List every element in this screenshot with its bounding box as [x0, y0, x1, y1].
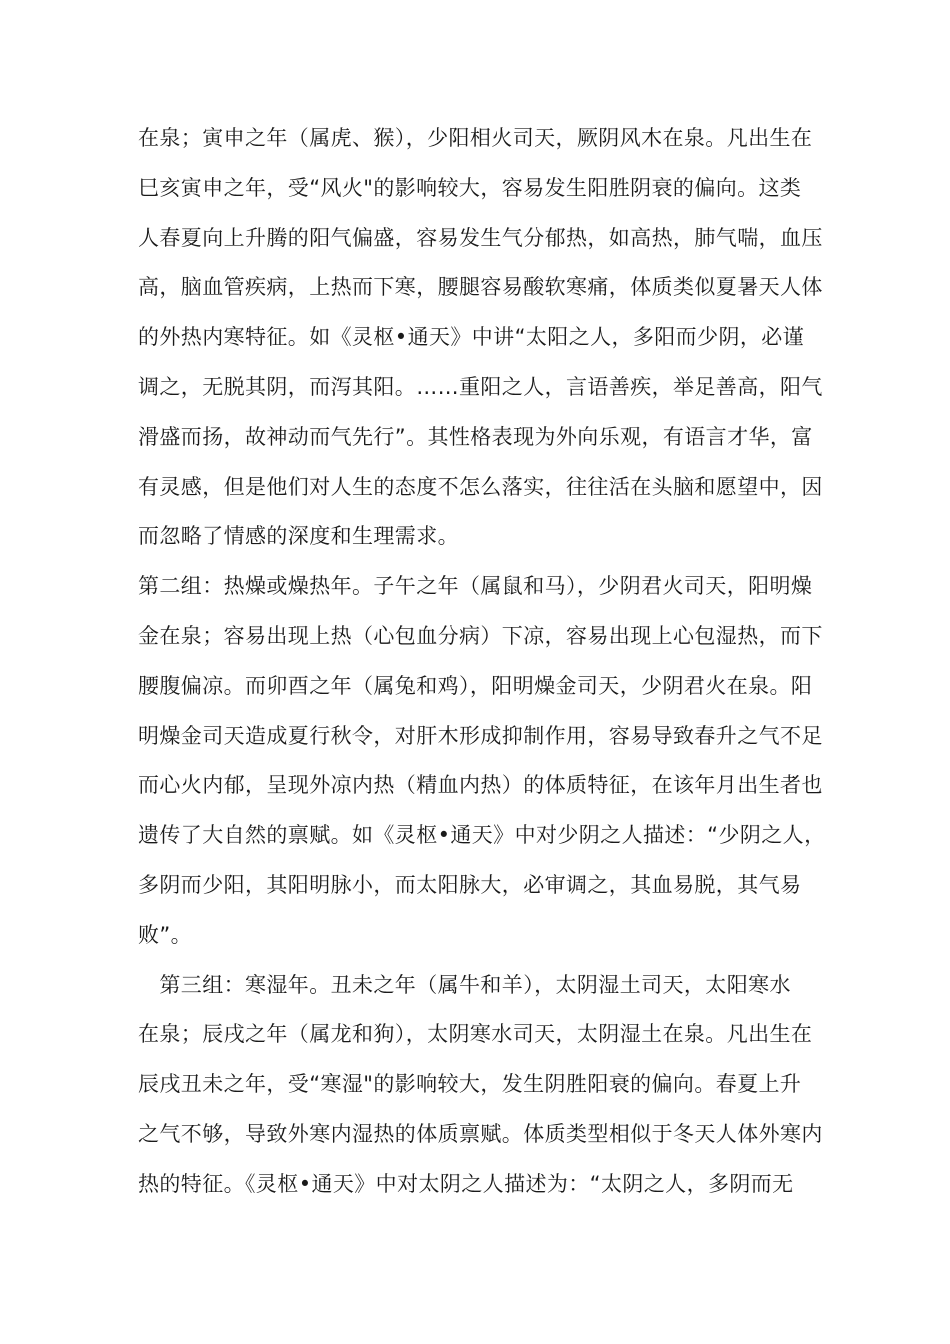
text-line: 第三组：寒湿年。丑未之年（属牛和羊），太阴湿土司天，太阳寒水 — [138, 972, 791, 997]
text-line: 人春夏向上升腾的阳气偏盛，容易发生气分郁热，如高热，肺气喘，血压 — [138, 225, 823, 250]
text-line: 热的特征。《灵枢•通天》中对太阴之人描述为：“太阴之人，多阴而无 — [138, 1171, 794, 1196]
text-line: 有灵感，但是他们对人生的态度不怎么落实，往往活在头脑和愿望中，因 — [138, 474, 823, 499]
text-line: 在泉；寅申之年（属虎、猴），少阳相火司天，厥阴风木在泉。凡出生在 — [138, 126, 813, 150]
body-text — [138, 114, 828, 1210]
text-line: 之气不够，导致外寒内湿热的体质禀赋。体质类型相似于冬天人体外寒内 — [138, 1121, 823, 1146]
text-line: 明燥金司天造成夏行秋令，对肝木形成抑制作用，容易导致春升之气不足 — [138, 723, 823, 748]
text-line: 滑盛而扬，故神动而气先行”。其性格表现为外向乐观，有语言才华，富 — [138, 424, 813, 449]
text-line: 第二组：热燥或燥热年。子午之年（属鼠和马），少阴君火司天，阳明燥 — [138, 574, 813, 599]
text-line: 在泉；辰戌之年（属龙和狗），太阴寒水司天，太阴湿土在泉。凡出生在 — [138, 1022, 813, 1047]
text-line: 的外热内寒特征。如《灵枢•通天》中讲“太阳之人，多阳而少阴，必谨 — [138, 325, 805, 350]
text-line: 腰腹偏凉。而卯酉之年（属兔和鸡），阳明燥金司天，少阴君火在泉。阳 — [138, 673, 813, 698]
text-line: 金在泉；容易出现上热（心包血分病）下凉，容易出现上心包湿热，而下 — [138, 623, 823, 648]
text-line: 巳亥寅申之年，受“风火"的影响较大，容易发生阳胜阴衰的偏向。这类 — [138, 175, 802, 200]
text-line: 辰戌丑未之年，受“寒湿"的影响较大，发生阴胜阳衰的偏向。春夏上升 — [138, 1072, 802, 1097]
text-line: 调之，无脱其阴，而泻其阳。……重阳之人，言语善疾，举足善高，阳气 — [138, 374, 823, 399]
text-line: 败”。 — [138, 922, 193, 947]
text-line: 而忽略了情感的深度和生理需求。 — [138, 524, 459, 549]
text-line: 高，脑血管疾病，上热而下寒，腰腿容易酸软寒痛，体质类似夏暑天人体 — [138, 275, 823, 300]
text-line: 而心火内郁，呈现外凉内热（精血内热）的体质特征，在该年月出生者也 — [138, 773, 823, 798]
text-line: 遗传了大自然的禀赋。如《灵枢•通天》中对少阴之人描述：“少阴之人， — [138, 823, 826, 848]
text-line: 多阴而少阳，其阳明脉小，而太阳脉大，必审调之，其血易脱，其气易 — [138, 872, 802, 897]
